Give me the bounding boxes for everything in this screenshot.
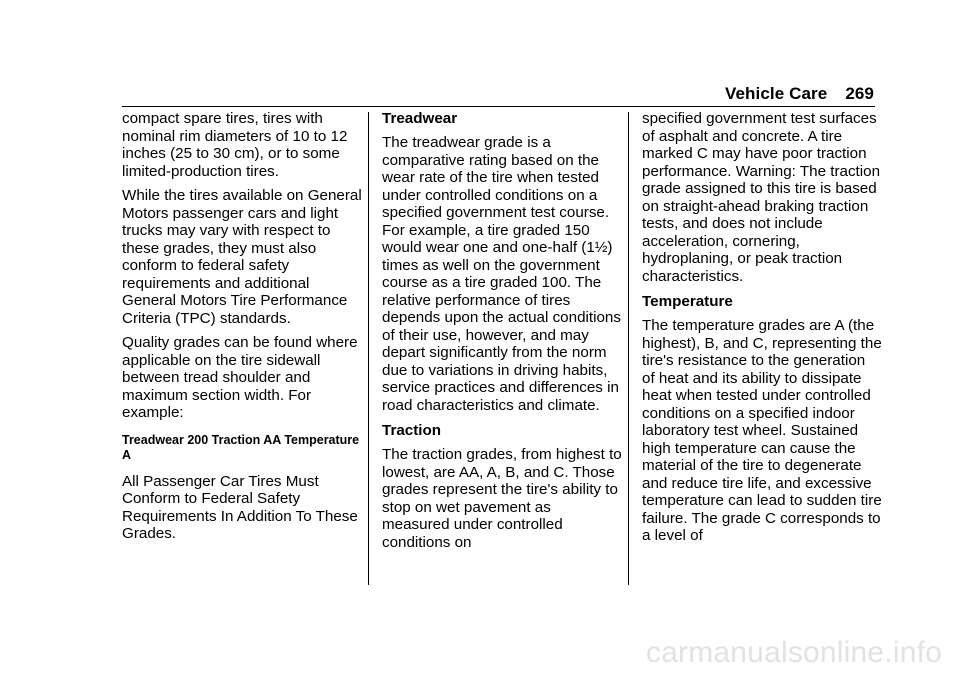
watermark-text: carmanualsonline.info xyxy=(645,636,942,669)
heading-treadwear: Treadwear xyxy=(382,110,458,127)
heading-temperature: Temperature xyxy=(642,293,733,310)
paragraph-gm-grades: While the tires available on General Motors passenger cars and light trucks may vary with respect to these grades, they must also conform to federal safety requirements and additional General Motors Tire Performance Criteria (TPC) standards. xyxy=(122,187,362,327)
paragraph-quality-grades: Quality grades can be found where applicable on the tire sidewall between tread shoulder and maximum section width. For example: xyxy=(122,334,358,421)
paragraph-spare-tires: compact spare tires, tires with nominal rim diameters of 10 to 12 inches (25 to 30 cm), or to some limited-production tires. xyxy=(122,110,348,180)
column-3 xyxy=(642,110,882,545)
paragraph-temperature: The temperature grades are A (the highest), B, and C, representing the tire's resistance to the generation of heat and its ability to dissipate heat when tested under controlled conditions on a specified indoor laboratory test wheel. Sustained high temperature can cause the material of the tire to degenerate and reduce tire life, and excessive temperature can lead to sudden tire failure. The grade C corresponds to a level of xyxy=(642,317,882,544)
column-2 xyxy=(382,110,622,551)
page-header xyxy=(725,84,874,104)
paragraph-treadwear: The treadwear grade is a comparative rating based on the wear rate of the tire when tested under controlled conditions on a specified government test course. For example, a tire graded 150 would wear one and one-half (1½) times as well on the government course as a tire graded 100. The relative performance of tires depends upon the actual conditions of their use, however, and may depart significantly from the norm due to variations in driving habits, service practices and differences in road characteristics and climate. xyxy=(382,134,621,414)
page-number: 269 xyxy=(845,84,874,103)
heading-traction: Traction xyxy=(382,422,442,439)
column-divider-1 xyxy=(368,112,369,585)
column-divider-2 xyxy=(628,112,629,585)
paragraph-traction-continued: specified government test surfaces of asphalt and concrete. A tire marked C may have poor traction performance. Warning: The traction grade assigned to this tire is based on straight-ahead braking traction tests, and does not include acceleration, cornering, hydroplaning, or peak traction characteristics. xyxy=(642,110,881,285)
paragraph-conform: All Passenger Car Tires Must Conform to Federal Safety Requirements In Addition To These Grades. xyxy=(122,472,358,542)
header-rule xyxy=(122,106,875,107)
column-1 xyxy=(122,110,362,550)
grade-example: Treadwear 200 Traction AA Temperature A xyxy=(122,432,360,462)
paragraph-traction: The traction grades, from highest to lowest, are AA, A, B, and C. Those grades represent the tire's ability to stop on wet pavement as measured under controlled conditions on xyxy=(382,446,622,551)
section-title: Vehicle Care xyxy=(725,84,828,103)
